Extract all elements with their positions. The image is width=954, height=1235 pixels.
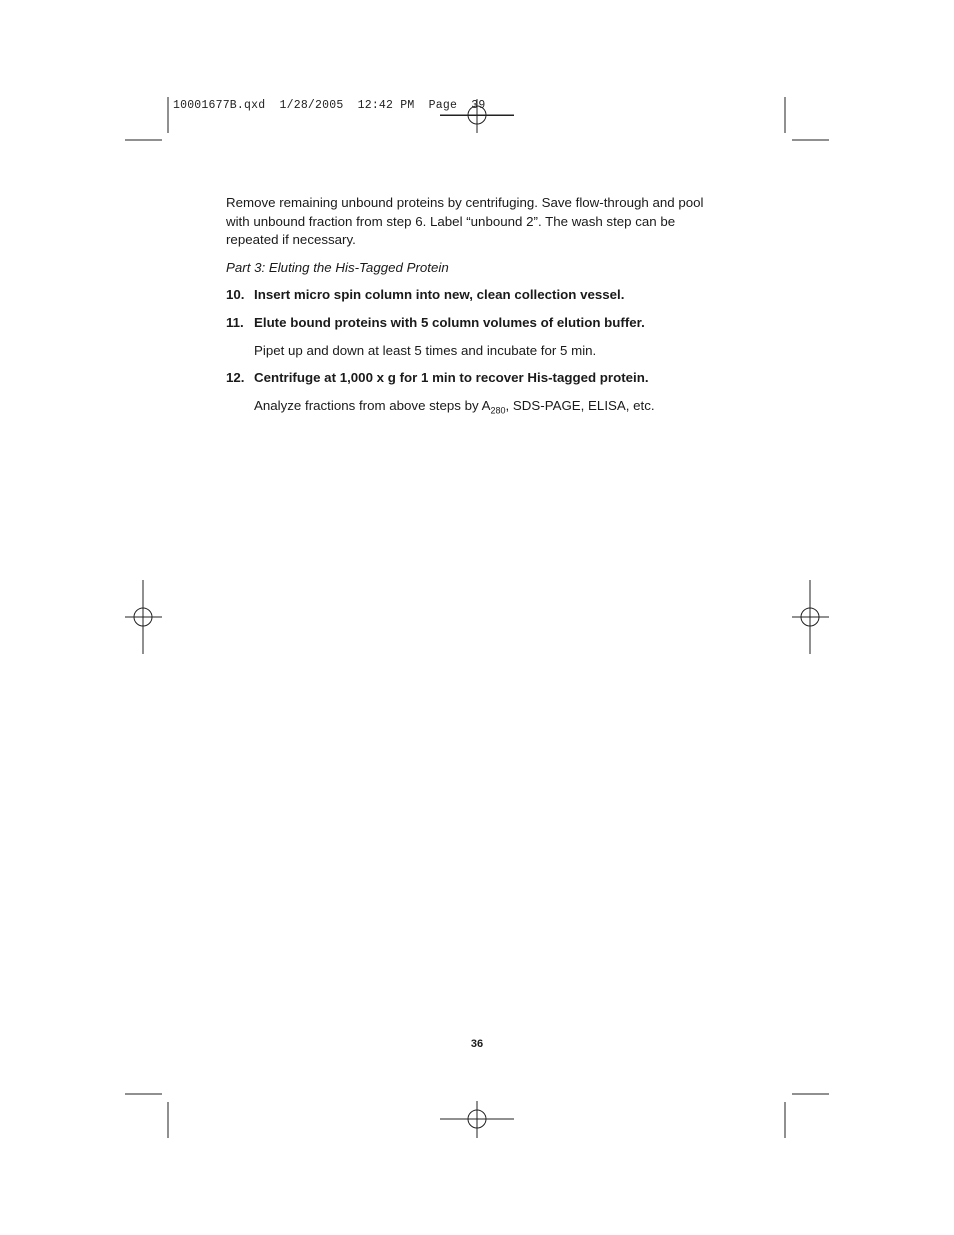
step-11-note: Pipet up and down at least 5 times and incubate for 5 min. [254, 342, 597, 358]
step-12 [226, 369, 726, 388]
step-instruction: Insert micro spin column into new, clean collection vessel. [254, 287, 625, 303]
step-number: 11. [226, 314, 244, 330]
registration-target-bottom [440, 1101, 514, 1138]
step-number: 10. [226, 287, 245, 303]
registration-target-right [792, 580, 829, 654]
step-number: 12. [226, 370, 245, 386]
registration-target-top [440, 99, 514, 133]
step-11 [226, 314, 726, 333]
step-12-note [254, 397, 726, 416]
absorbance-subscript: 280 [490, 405, 506, 416]
registration-target-left [125, 580, 162, 654]
intro-paragraph: Remove remaining unbound proteins by centrifuging. Save flow-through and pool with unbound fraction from step 6. Label “unbound 2”. The wash step can be repeated if necessary. [226, 195, 704, 248]
part-heading: Part 3: Eluting the His-Tagged Protein [226, 259, 449, 275]
step-10 [226, 286, 726, 305]
step-instruction: Elute bound proteins with 5 column volumes of elution buffer. [254, 314, 645, 330]
print-slug: 10001677B.qxd 1/28/2005 12:42 PM Page 39 [173, 99, 486, 112]
page-number: 36 [470, 1038, 484, 1050]
document-body [226, 194, 726, 424]
note-text-before: Analyze fractions from above steps by A [254, 397, 491, 413]
note-text-after: , SDS-PAGE, ELISA, etc. [505, 397, 655, 413]
step-instruction: Centrifuge at 1,000 x g for 1 min to recover His-tagged protein. [254, 370, 649, 386]
